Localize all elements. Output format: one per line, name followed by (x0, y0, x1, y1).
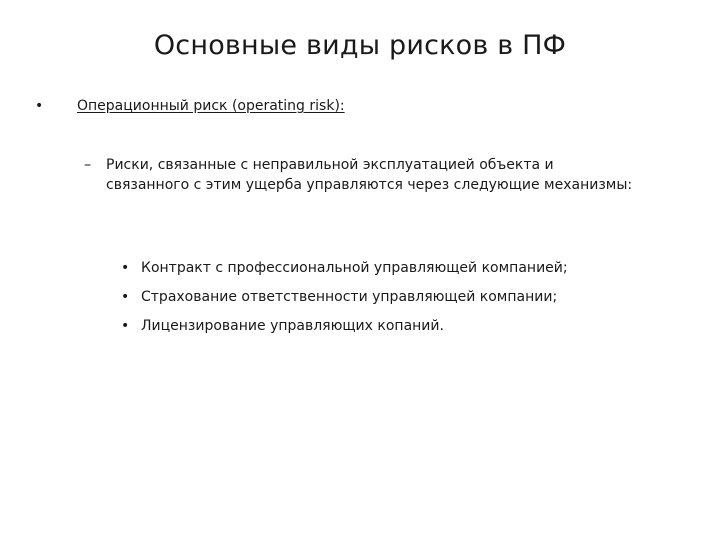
bullet-heading: Операционный риск (operating risk): (77, 98, 345, 114)
mechanism-text: Контракт с профессиональной управляющей компанией; (141, 260, 568, 276)
mechanism-text: Страхование ответственности управляющей компании; (141, 289, 558, 305)
bullet-marker: • (121, 289, 130, 305)
slide-title: Основные виды рисков в ПФ (153, 30, 567, 61)
bullet-marker: • (121, 260, 130, 276)
dash-marker: – (84, 157, 92, 173)
bullet-marker: • (121, 318, 130, 334)
mechanism-text: Лицензирование управляющих копаний. (141, 318, 444, 334)
bullet-marker: • (35, 98, 44, 114)
sub-bullet-text: Риски, связанные с неправильной эксплуатацией объекта и связанного с этим ущерба управляются через следующие механизмы: (106, 157, 633, 193)
